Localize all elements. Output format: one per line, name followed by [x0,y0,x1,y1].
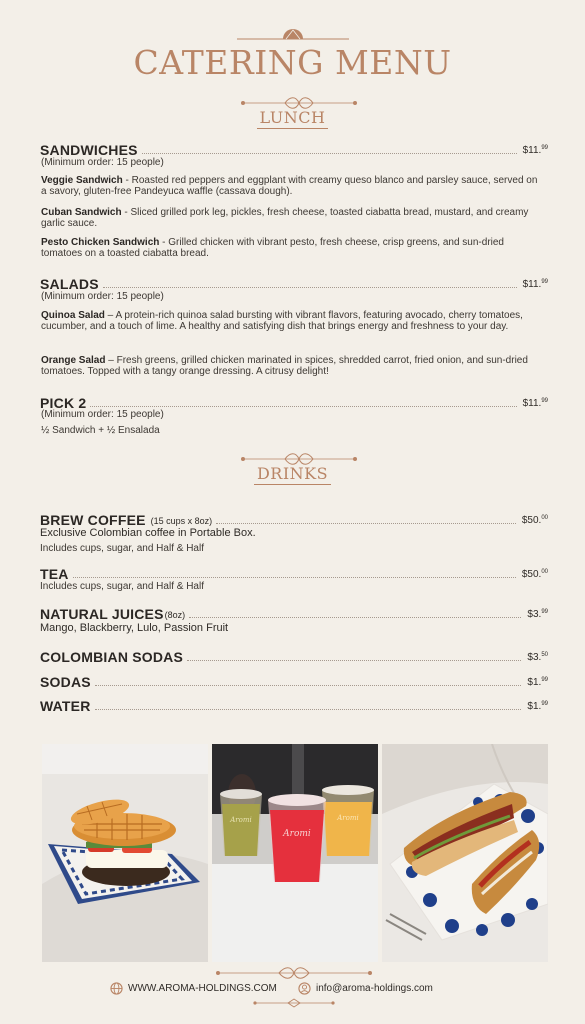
brew-coffee-name: BREW COFFEE [40,512,146,528]
photo-juices [212,744,378,962]
cup-logo-text: Aromi [283,829,311,839]
tea-includes: Includes cups, sugar, and Half & Half [40,581,204,592]
dot-leader [216,523,516,524]
cup-logo-text: Aromi [230,816,252,824]
tea-name: TEA [40,566,69,582]
menu-item-cuban-sandwich: Cuban Sandwich - Sliced grilled pork leg, pickles, fresh cheese, toasted ciabatta bread, mustard, and creamy garlic sauce. [41,207,529,229]
cuban-sandwich-image [382,744,548,962]
salads-row [40,272,548,292]
brew-coffee-includes: Includes cups, sugar, and Half & Half [40,543,204,554]
drinks-section-title: DRINKS [0,464,585,483]
photo-cuban-sandwich [382,744,548,962]
footer-website[interactable] [110,982,277,995]
salads-name: SALADS [40,276,99,292]
brew-coffee-row [40,508,548,528]
pick2-price: $11.99 [522,398,548,409]
dot-leader [95,709,522,710]
dot-leader [187,660,521,661]
brew-coffee-size: (15 cups x 8oz) [150,516,213,526]
pick2-combo: ½ Sandwich + ½ Ensalada [41,425,160,436]
sandwiches-min-order: (Minimum order: 15 people) [41,157,164,168]
globe-icon [110,982,123,995]
natural-juices-row [40,602,548,622]
menu-item-veggie-sandwich: Veggie Sandwich - Roasted red peppers and eggplant with creamy queso blanco and parsley sauce, served on a savory, gluten-free Pandeyuca waffle (cassava dough). [41,175,538,197]
sandwiches-price: $11.99 [522,145,548,156]
natural-juices-flavors: Mango, Blackberry, Lulo, Passion Fruit [40,622,229,634]
website-link[interactable]: WWW.AROMA-HOLDINGS.COM [128,983,277,994]
sandwiches-row [40,138,548,158]
person-icon [298,982,311,995]
pick2-min-order: (Minimum order: 15 people) [41,409,164,420]
sandwiches-name: SANDWICHES [40,142,138,158]
sodas-price: $1.99 [527,677,548,688]
sodas-row [40,670,548,690]
brew-coffee-description: Exclusive Colombian coffee in Portable Box. [40,527,256,539]
dot-leader [142,153,517,154]
natural-juices-price: $3.99 [527,609,548,620]
pick2-row [40,391,548,411]
dot-leader [73,577,516,578]
bottom-ornament-icon [252,996,336,1010]
email-link[interactable]: info@aroma-holdings.com [316,983,433,994]
salads-min-order: (Minimum order: 15 people) [41,291,164,302]
dot-leader [103,287,517,288]
natural-juices-size: (8oz) [164,610,186,620]
pick2-name: PICK 2 [40,395,87,411]
colombian-sodas-row [40,645,548,665]
salads-price: $11.99 [522,279,548,290]
colombian-sodas-name: COLOMBIAN SODAS [40,649,183,665]
dot-leader [90,406,516,407]
dot-leader [95,685,522,686]
page-title: CATERING MENU [133,43,452,82]
photo-waffle-sandwich [42,744,208,962]
colombian-sodas-price: $3.50 [527,652,548,663]
natural-juices-name: NATURAL JUICES [40,606,164,622]
water-price: $1.99 [527,701,548,712]
tea-price: $50.00 [521,569,548,580]
top-ornament-icon [237,28,349,42]
water-row [40,694,548,714]
footer-divider-icon [215,966,373,980]
waffle-sandwich-image [42,744,208,962]
lunch-section-title: LUNCH [0,108,585,127]
footer-email[interactable] [298,982,433,995]
brew-coffee-price: $50.00 [521,515,548,526]
cup-logo-text: Aromi [337,814,359,822]
menu-item-orange-salad: Orange Salad – Fresh greens, grilled chicken marinated in spices, shredded carrot, fried onion, and sun-dried tomatoes. Topped with a tangy orange dressing. A citrusy delight! [41,355,528,377]
dot-leader [189,617,521,618]
juices-image [212,744,378,962]
menu-item-pesto-chicken-sandwich: Pesto Chicken Sandwich - Grilled chicken with vibrant pesto, fresh cheese, crisp greens, and sun-dried tomatoes on a toasted ciabatta bread. [41,237,504,259]
tea-row [40,562,548,582]
sodas-name: SODAS [40,674,91,690]
water-name: WATER [40,698,91,714]
menu-item-quinoa-salad: Quinoa Salad – A protein-rich quinoa salad bursting with vibrant flavors, featuring avocado, cherry tomatoes, cucumber, and a touch of lime. A healthy and satisfying dish that brings energy and freshness to your day. [41,310,523,332]
